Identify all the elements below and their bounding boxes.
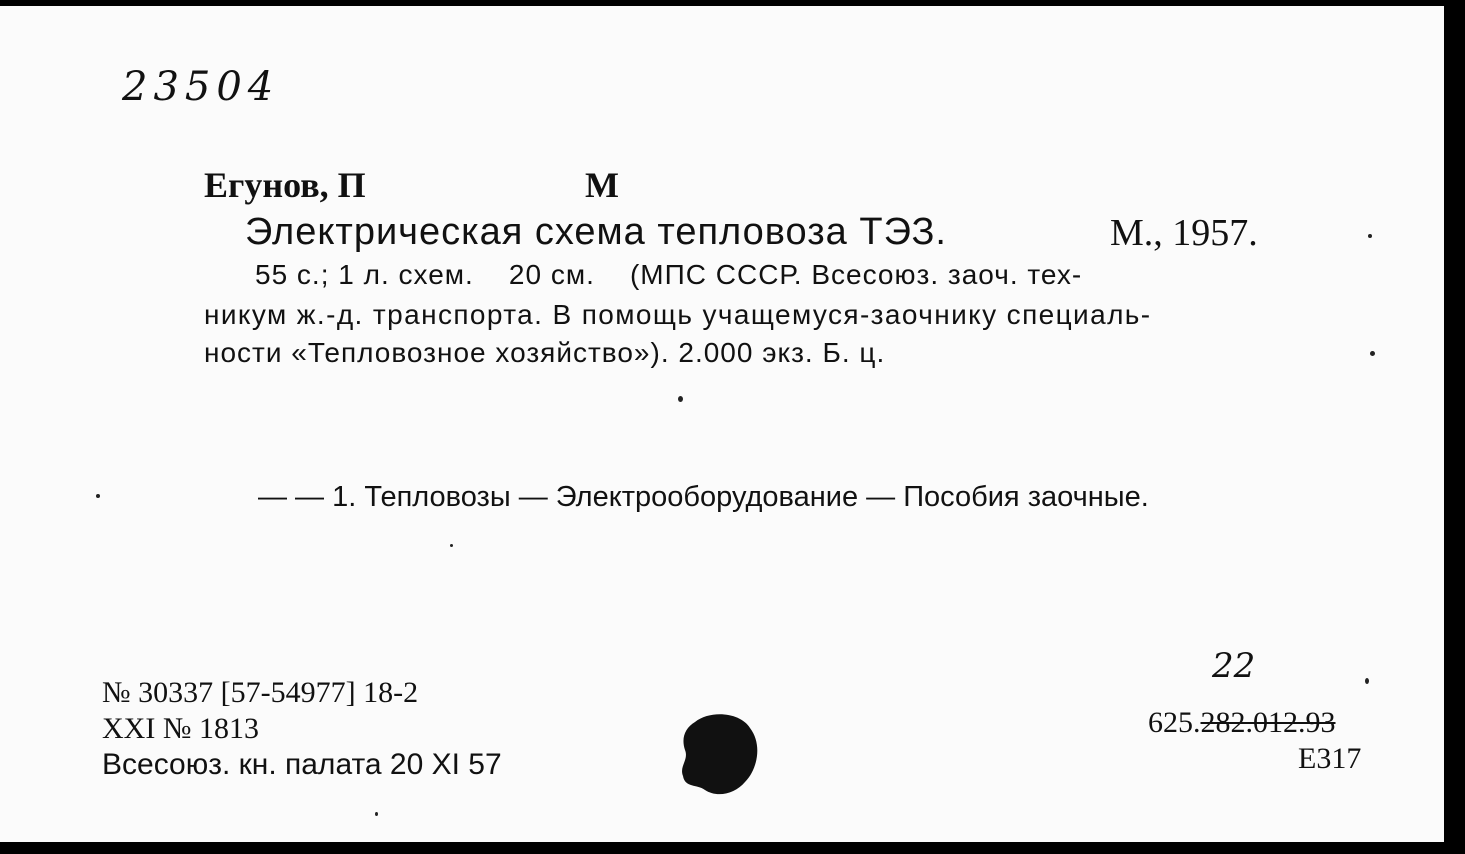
classification-code: Е317 (1298, 742, 1362, 775)
speck (96, 494, 100, 498)
speck (678, 396, 683, 402)
registry-line-2: XXI № 1813 (102, 712, 259, 745)
handwritten-mark: 22 (1212, 646, 1256, 686)
handwritten-number: 23504 (122, 64, 280, 110)
speck (1365, 678, 1369, 684)
speck (1370, 351, 1375, 356)
description-line-1: 55 с.; 1 л. схем. 20 см. (МПС СССР. Всесоюз. заоч. тех- (255, 259, 1083, 290)
ink-blot (675, 710, 765, 800)
speck (1368, 234, 1372, 238)
description-line-3: ности «Тепловозное хозяйство»). 2.000 экз. Б. ц. (204, 337, 886, 368)
classification-number (1148, 706, 1336, 740)
author-initial: М (585, 165, 619, 205)
classification-struck: 282.012.93 (1200, 706, 1336, 739)
speck (450, 544, 453, 547)
book-title: Электрическая схема тепловоза ТЭЗ. (245, 211, 947, 253)
subject-headings: — — 1. Тепловозы — Электрооборудование — Пособия заочные. (258, 481, 1149, 513)
registry-line-3: Всесоюз. кн. палата 20 XI 57 (102, 748, 502, 781)
registry-line-1: № 30337 [57-54977] 18-2 (102, 676, 419, 709)
classification-prefix: 625. (1148, 706, 1201, 739)
speck (375, 812, 378, 816)
author-name: Егунов, П (204, 165, 366, 205)
description-line-2: никум ж.-д. транспорта. В помощь учащемуся-заочнику специаль- (204, 299, 1152, 330)
publication-place-year: М., 1957. (1110, 212, 1258, 254)
catalog-card (0, 6, 1444, 842)
